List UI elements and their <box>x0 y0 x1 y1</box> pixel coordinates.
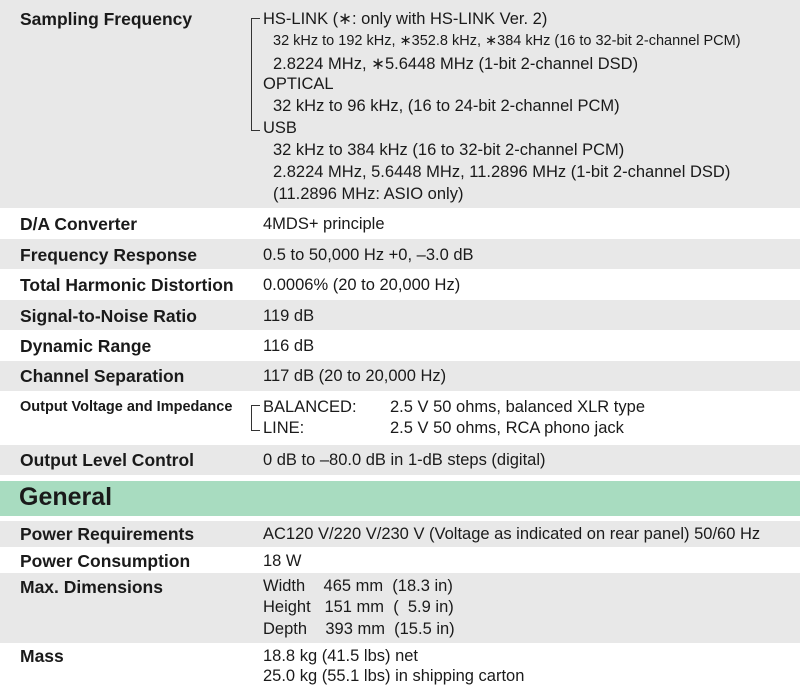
value-dimension-height: Height 151 mm ( 5.9 in) <box>263 598 454 616</box>
value-mass-shipping: 25.0 kg (55.1 lbs) in shipping carton <box>263 667 525 685</box>
value-power-consumption: 18 W <box>263 552 302 570</box>
label-power-consumption: Power Consumption <box>20 551 191 571</box>
label-power-requirements: Power Requirements <box>20 524 195 544</box>
hs-link-line-1: 32 kHz to 192 kHz, ∗352.8 kHz, ∗384 kHz (16 to 32-bit 2-channel PCM) <box>273 33 741 49</box>
line-name: LINE: <box>263 419 305 437</box>
line-value: 2.5 V 50 ohms, RCA phono jack <box>390 419 624 437</box>
value-dynamic-range: 116 dB <box>263 337 315 355</box>
optical-heading: OPTICAL <box>263 75 334 93</box>
value-mass-net: 18.8 kg (41.5 lbs) net <box>263 647 419 665</box>
usb-line-3: (11.2896 MHz: ASIO only) <box>273 185 464 203</box>
value-snr: 119 dB <box>263 307 315 325</box>
value-power-requirements: AC120 V/220 V/230 V (Voltage as indicated on rear panel) 50/60 Hz <box>263 525 761 543</box>
usb-line-1: 32 kHz to 384 kHz (16 to 32-bit 2-channel PCM) <box>273 141 625 159</box>
label-max-dimensions: Max. Dimensions <box>20 577 163 597</box>
optical-line-1: 32 kHz to 96 kHz, (16 to 24-bit 2-channel PCM) <box>273 97 620 115</box>
label-da-converter: D/A Converter <box>20 214 138 234</box>
hs-link-heading: HS-LINK (∗: only with HS-LINK Ver. 2) <box>263 10 548 28</box>
balanced-name: BALANCED: <box>263 398 357 416</box>
bracket-bottom <box>251 26 260 131</box>
usb-heading: USB <box>263 119 297 137</box>
usb-line-2: 2.8224 MHz, 5.6448 MHz, 11.2896 MHz (1-bit 2-channel DSD) <box>273 163 731 181</box>
value-frequency-response: 0.5 to 50,000 Hz +0, –3.0 dB <box>263 246 474 264</box>
label-mass: Mass <box>20 646 64 666</box>
value-da-converter: 4MDS+ principle <box>263 215 385 233</box>
label-thd: Total Harmonic Distortion <box>20 275 234 295</box>
label-dynamic-range: Dynamic Range <box>20 336 152 356</box>
value-dimension-depth: Depth 393 mm (15.5 in) <box>263 620 455 638</box>
value-dimension-width: Width 465 mm (18.3 in) <box>263 577 453 595</box>
value-thd: 0.0006% (20 to 20,000 Hz) <box>263 276 461 294</box>
balanced-value: 2.5 V 50 ohms, balanced XLR type <box>390 398 645 416</box>
value-output-level-control: 0 dB to –80.0 dB in 1-dB steps (digital) <box>263 451 546 469</box>
bracket-output-bottom <box>251 413 260 431</box>
hs-link-line-2: 2.8224 MHz, ∗5.6448 MHz (1-bit 2-channel DSD) <box>273 55 639 73</box>
label-output-voltage: Output Voltage and Impedance <box>20 399 233 415</box>
label-frequency-response: Frequency Response <box>20 245 197 265</box>
section-title-general: General <box>19 483 113 511</box>
section-band-general <box>0 481 800 516</box>
label-output-level-control: Output Level Control <box>20 450 195 470</box>
value-channel-separation: 117 dB (20 to 20,000 Hz) <box>263 367 447 385</box>
label-channel-separation: Channel Separation <box>20 366 185 386</box>
label-sampling-frequency: Sampling Frequency <box>20 9 193 29</box>
label-snr: Signal-to-Noise Ratio <box>20 306 197 326</box>
